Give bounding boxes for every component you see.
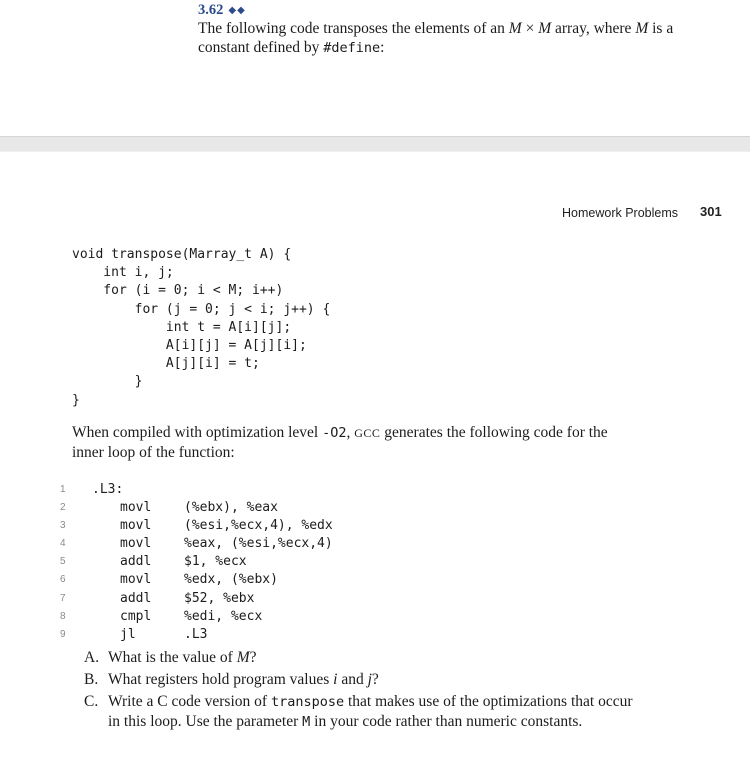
problem-statement <box>198 19 728 58</box>
problem-number <box>198 2 246 19</box>
transpose-code: transpose <box>270 694 345 710</box>
asm-operands: (%esi,%ecx,4), %edx <box>184 518 333 534</box>
line-number: 2 <box>60 502 66 514</box>
var-m: M <box>538 20 552 37</box>
problem-text: : <box>380 39 385 56</box>
line-number: 9 <box>60 628 66 640</box>
var-j: j <box>367 671 372 688</box>
asm-operands: $1, %ecx <box>184 554 247 570</box>
question-text: and <box>337 671 368 688</box>
line-number: 6 <box>60 574 66 586</box>
question-text: Write a C code version of <box>108 693 271 710</box>
gcc-name: GCC <box>354 426 381 440</box>
intro-paragraph <box>72 423 632 462</box>
param-m-code: M <box>302 714 311 730</box>
asm-opcode: jl <box>120 626 136 642</box>
questions-list <box>84 648 644 735</box>
asm-operands: (%ebx), %eax <box>184 500 278 516</box>
intro-text: When compiled with optimization level <box>72 424 323 441</box>
var-i: i <box>333 671 338 688</box>
line-number: 1 <box>60 484 66 495</box>
asm-opcode: cmpl <box>120 608 152 624</box>
question-text: that makes use of the optimizations that occur in this loop. Use the parameter <box>108 693 633 730</box>
problem-text: array, where <box>551 20 636 37</box>
question-text: ? <box>371 671 379 688</box>
running-head: Homework Problems <box>562 206 679 220</box>
var-m: M <box>635 20 649 37</box>
c-code-listing: void transpose(Marray_t A) { int i, j; for (i = 0; i < M; i++) for (j = 0; j < i; j++) { int t = A[i][j]; A[i][j] = A[j][i]; A[j][i] = t; } } <box>72 247 331 408</box>
question-text: What is the value of <box>108 649 237 666</box>
opt-flag: -O2 <box>322 425 347 441</box>
asm-label: .L3: <box>92 482 124 497</box>
question-text: ? <box>249 649 257 666</box>
define-keyword: #define <box>323 40 381 56</box>
asm-opcode: movl <box>120 518 152 534</box>
line-number: 3 <box>60 520 66 532</box>
page-separator <box>0 136 750 152</box>
line-number: 5 <box>60 556 66 568</box>
asm-opcode: addl <box>120 554 152 570</box>
asm-operands: %edx, (%ebx) <box>184 572 278 588</box>
problem-number-text: 3.62 <box>198 2 224 18</box>
question-text: in your code rather than numeric constants. <box>310 713 583 730</box>
asm-operands: %eax, (%esi,%ecx,4) <box>184 536 333 552</box>
var-m: M <box>236 649 250 666</box>
times-symbol: × <box>521 20 539 37</box>
asm-opcode: movl <box>120 572 152 588</box>
question-b <box>84 670 644 689</box>
difficulty-diamonds: ◆◆ <box>228 5 246 16</box>
line-number: 7 <box>60 592 66 604</box>
question-label: C. <box>84 693 99 710</box>
question-c <box>84 692 644 732</box>
problem-text: The following code transposes the elements of an <box>198 20 509 37</box>
question-label: B. <box>84 671 99 688</box>
page-number: 301 <box>700 204 722 219</box>
asm-operands: $52, %ebx <box>184 590 255 606</box>
line-number: 8 <box>60 610 66 622</box>
question-label: A. <box>84 649 100 666</box>
question-a <box>84 648 644 667</box>
asm-operands: %edi, %ecx <box>184 608 263 624</box>
asm-operands: .L3 <box>184 626 208 642</box>
intro-text: generates the following code for the inner loop of the function: <box>72 424 608 461</box>
asm-opcode: movl <box>120 536 152 552</box>
question-text: What registers hold program values <box>108 671 334 688</box>
var-m: M <box>508 20 522 37</box>
problem-text: is a constant defined by <box>198 20 674 56</box>
asm-opcode: addl <box>120 590 152 606</box>
asm-opcode: movl <box>120 500 152 516</box>
line-number: 4 <box>60 538 66 550</box>
intro-text: , <box>346 424 355 441</box>
